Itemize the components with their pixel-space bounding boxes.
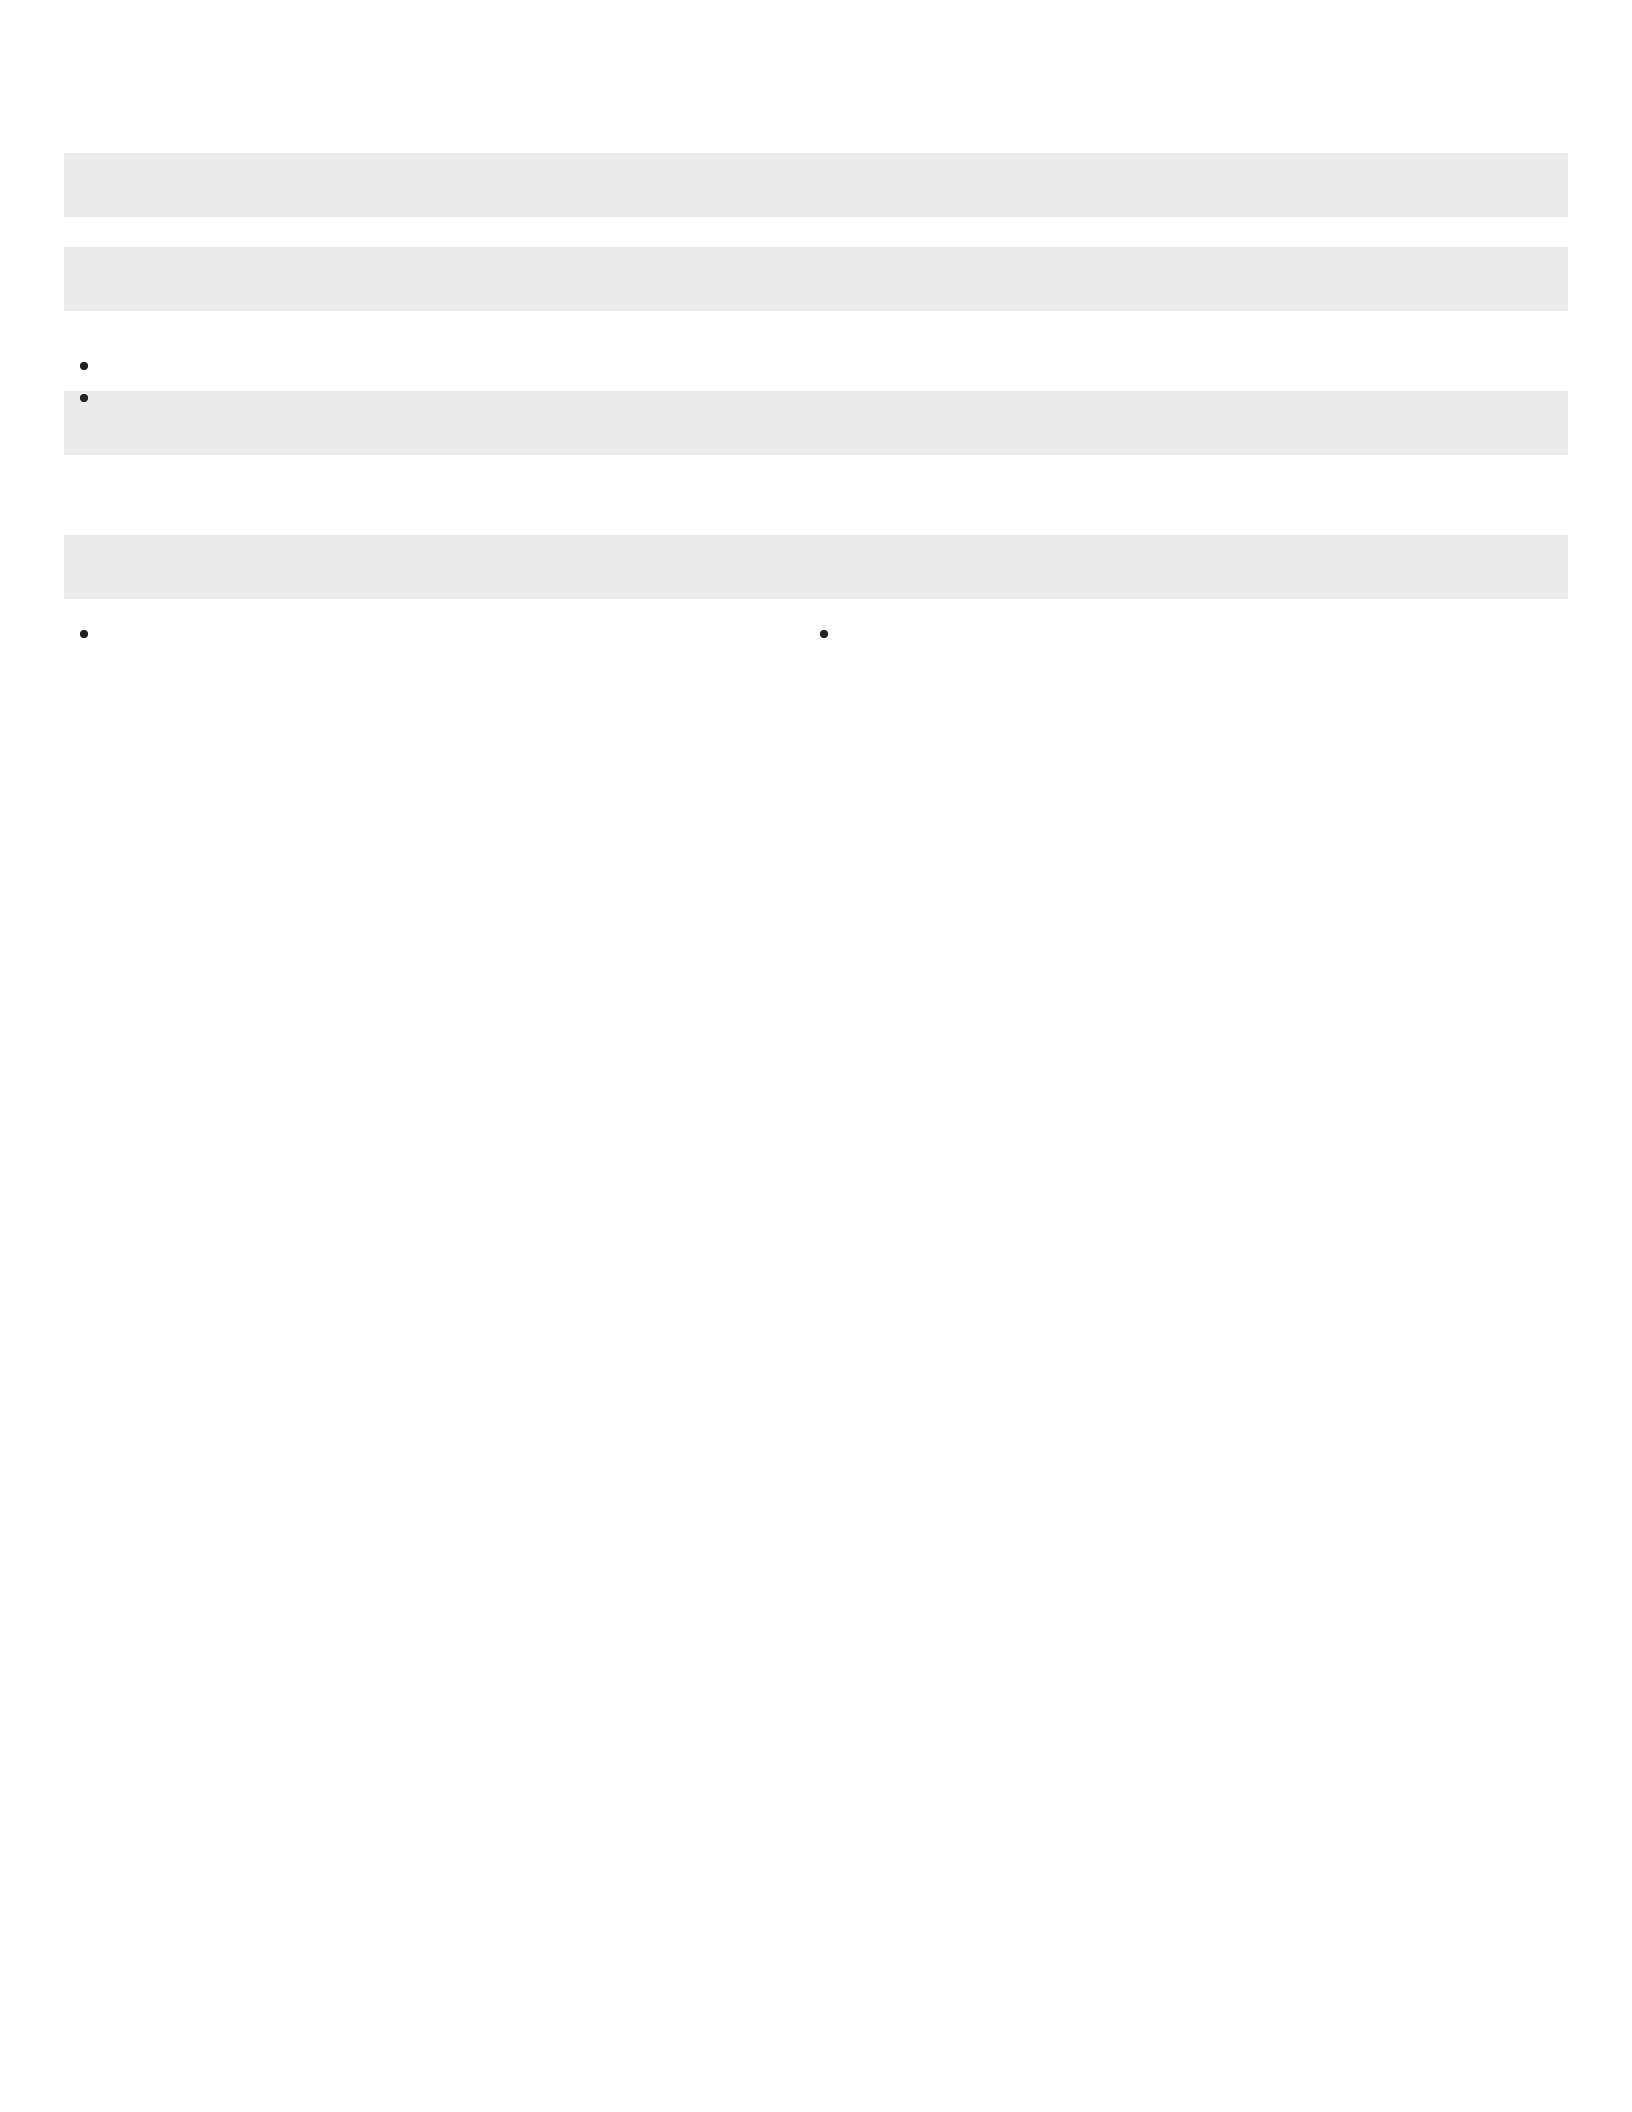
section-header-summary bbox=[64, 153, 1568, 217]
section-header-work-history bbox=[64, 247, 1568, 311]
section-header-education bbox=[64, 391, 1568, 455]
contact-line bbox=[64, 78, 1568, 112]
section-header-skills bbox=[64, 535, 1568, 599]
